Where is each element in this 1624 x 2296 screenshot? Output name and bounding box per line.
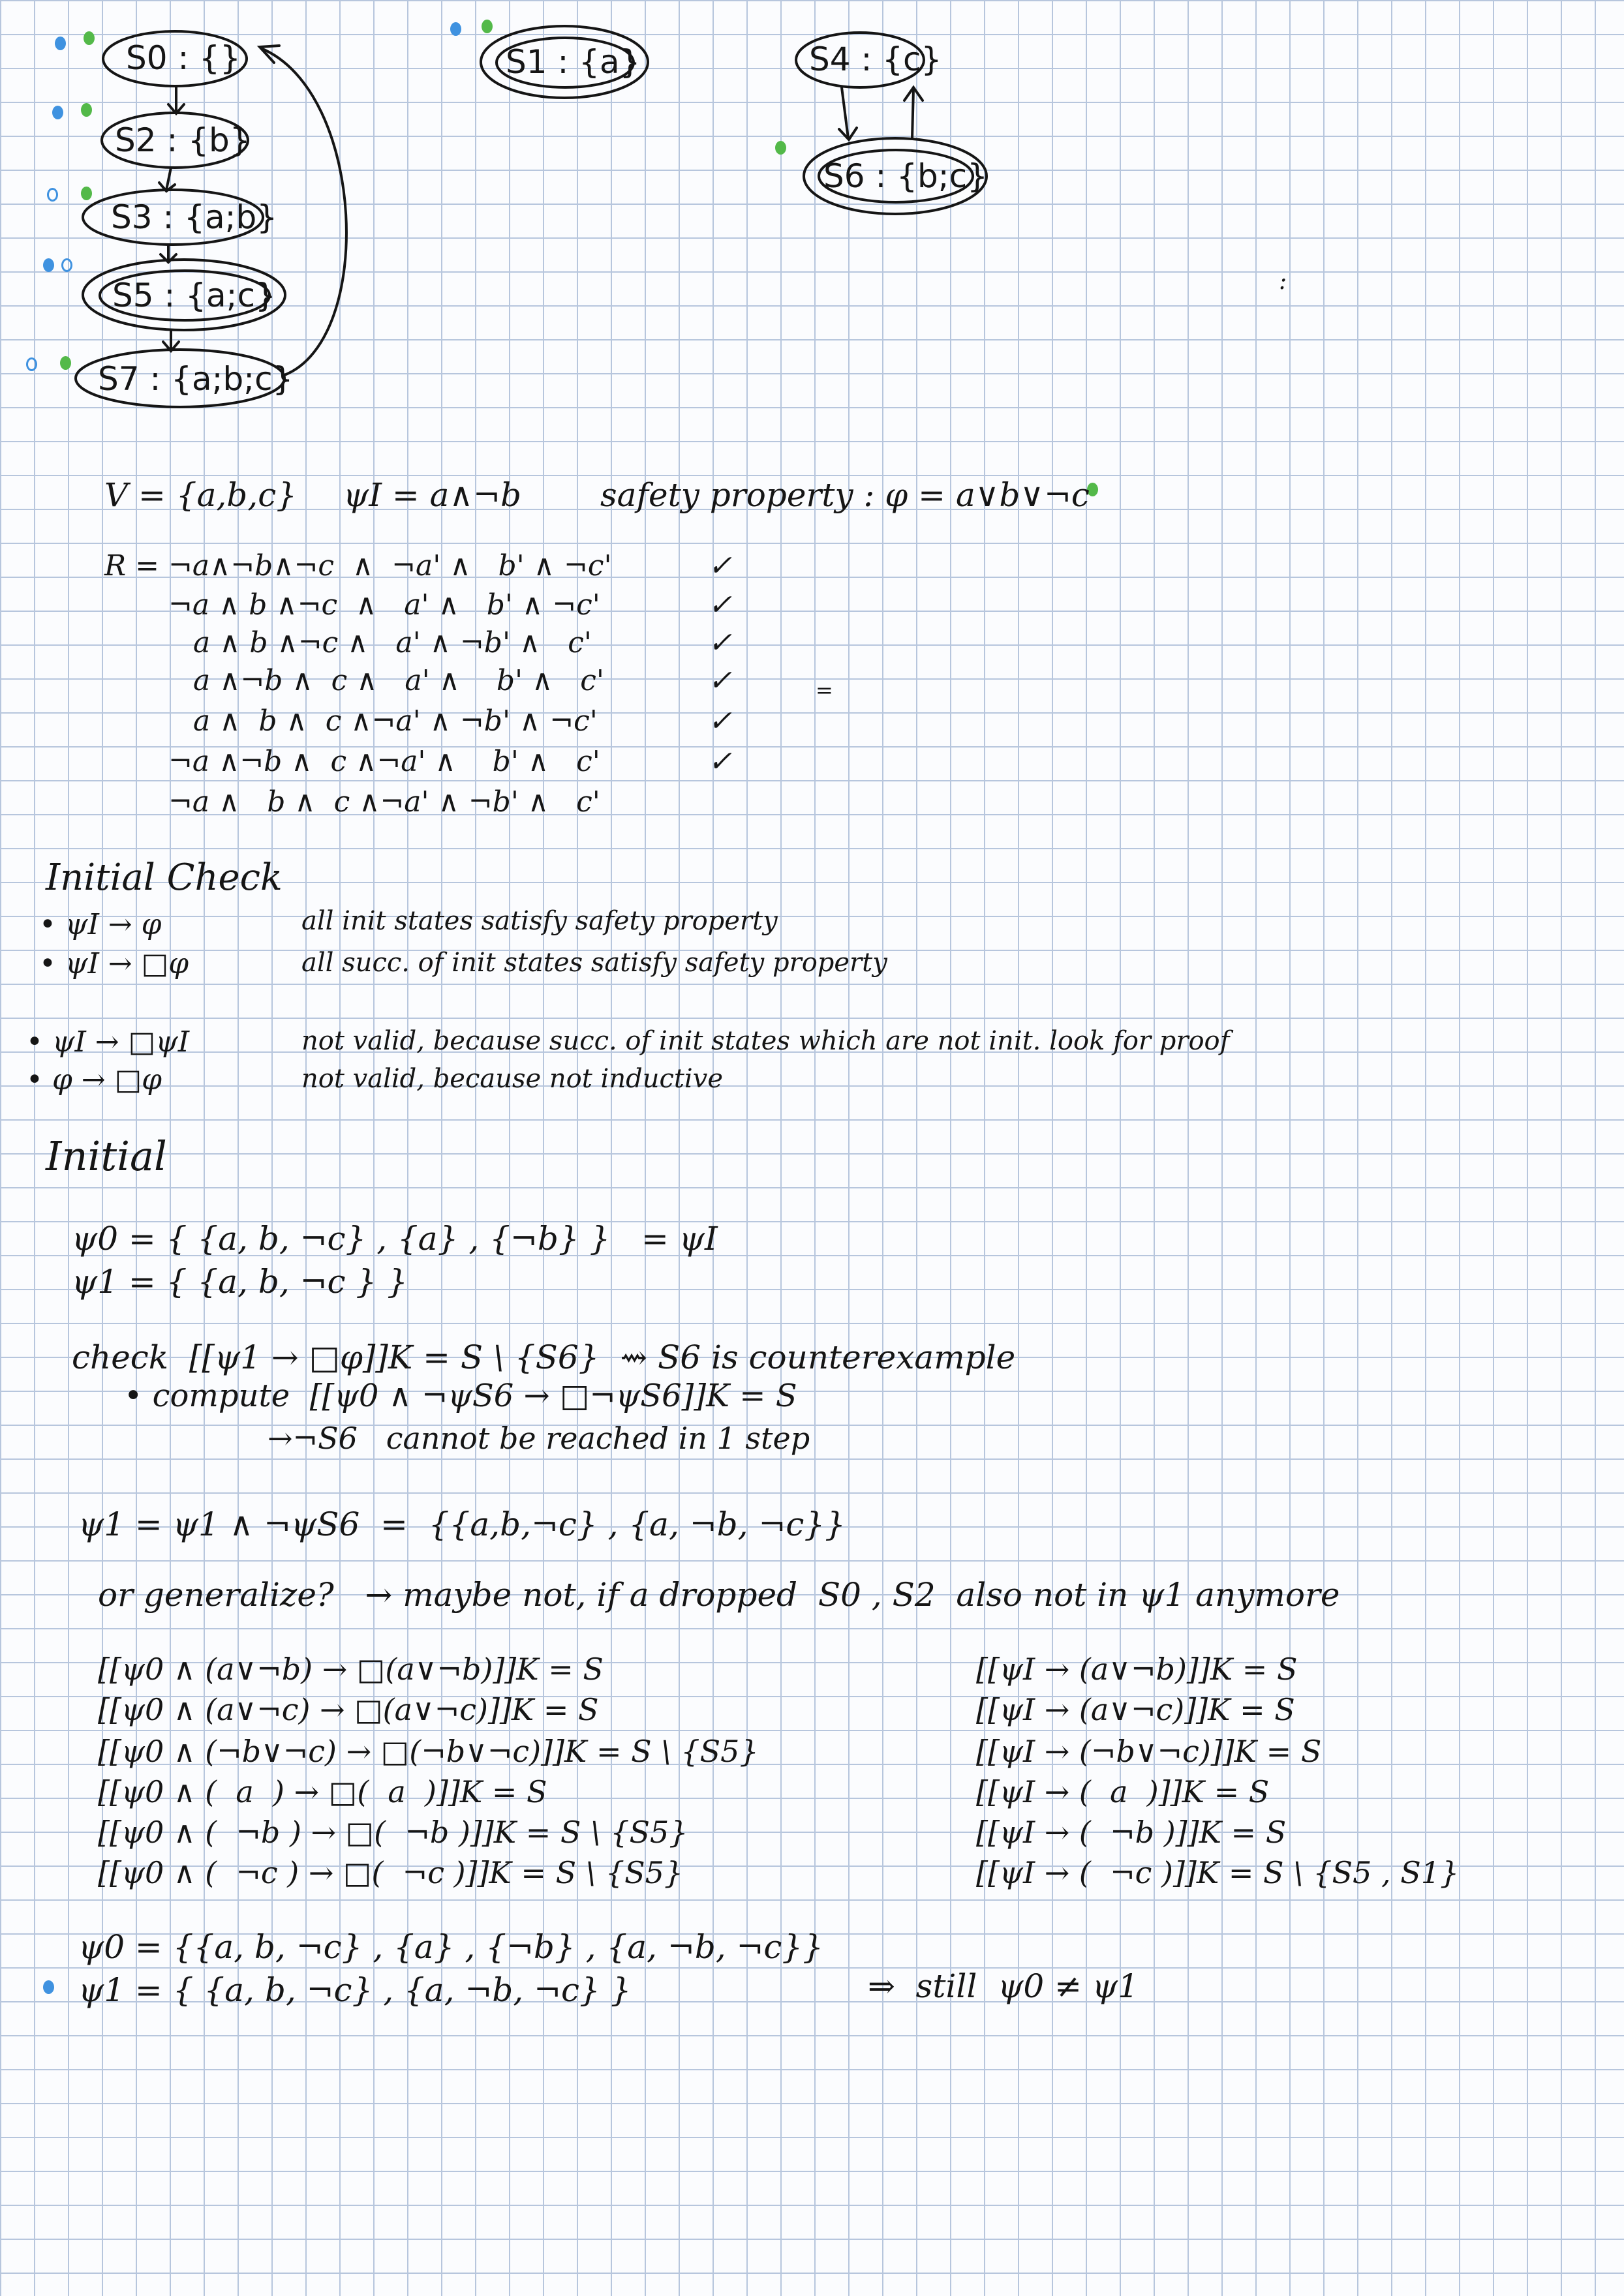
section-heading-initial: Initial bbox=[46, 1132, 167, 1180]
check-note: all succ. of init states satisfy safety property bbox=[301, 948, 887, 978]
check-mark: ✓ bbox=[708, 588, 732, 622]
marker-blue-dot bbox=[26, 357, 37, 371]
marker-blue-dot bbox=[55, 37, 66, 50]
state-label-s0: S0 : {} bbox=[126, 39, 241, 77]
transition-row: a ∧ b ∧¬c ∧ a' ∧ ¬b' ∧ c' bbox=[193, 626, 592, 659]
transition-row: ¬a ∧ b ∧ c ∧¬a' ∧ ¬b' ∧ c' bbox=[168, 785, 600, 819]
compute-step: • compute [[ψ0 ∧ ¬ψS6 → □¬ψS6]]K = S bbox=[124, 1378, 797, 1414]
init-implication-row: [[ψI → (a∨¬b)]]K = S bbox=[976, 1652, 1298, 1687]
psi1-update: ψ1 = ψ1 ∧ ¬ψS6 = {{a,b,¬c} , {a, ¬b, ¬c}} bbox=[78, 1505, 846, 1543]
generalize-question: or generalize? → maybe not, if a dropped S0 , S2 also not in ψ1 anymore bbox=[98, 1576, 1340, 1614]
state-label-s1: S1 : {a} bbox=[506, 43, 641, 81]
psi0-initial: ψ0 = { {a, b, ¬c} , {a} , {¬b} } = ψI bbox=[72, 1220, 718, 1258]
marker-blue-dot bbox=[61, 258, 72, 272]
check-formula: • φ → □φ bbox=[26, 1063, 162, 1096]
edge-s4-s6 bbox=[842, 87, 848, 138]
marker-blue-dot bbox=[43, 1980, 54, 1994]
check-mark: ✓ bbox=[708, 704, 732, 738]
counterexample-check: check [[ψ1 → □φ]]K = S \ {S6} ⇝ S6 is counterexample bbox=[72, 1338, 1016, 1376]
section-heading-initial-check: Initial Check bbox=[46, 856, 283, 899]
transition-row: ¬a ∧¬b ∧ c ∧¬a' ∧ b' ∧ c' bbox=[168, 745, 600, 778]
check-mark: ✓ bbox=[708, 626, 732, 659]
state-label-s5: S5 : {a;c} bbox=[112, 277, 276, 314]
check-note: not valid, because succ. of init states which are not init. look for proof bbox=[301, 1026, 1230, 1056]
init-implication-row: [[ψI → ( ¬b )]]K = S bbox=[976, 1815, 1287, 1850]
marker-blue-dot bbox=[47, 188, 58, 202]
state-label-s7: S7 : {a;b;c} bbox=[98, 360, 294, 398]
marker-green-dot bbox=[482, 20, 493, 33]
generalization-row: [[ψ0 ∧ ( ¬c ) → □( ¬c )]]K = S \ {S5} bbox=[98, 1855, 684, 1890]
state-label-s3: S3 : {a;b} bbox=[111, 198, 278, 236]
generalization-row: [[ψ0 ∧ (a∨¬b) → □(a∨¬b)]]K = S bbox=[98, 1652, 604, 1687]
transition-row: a ∧¬b ∧ c ∧ a' ∧ b' ∧ c' bbox=[193, 664, 605, 697]
conclusion: ⇒ still ψ0 ≠ ψ1 bbox=[868, 1967, 1139, 2005]
state-label-s6: S6 : {b;c} bbox=[823, 157, 988, 195]
state-label-s4: S4 : {c} bbox=[809, 40, 942, 78]
init-condition: ψI = a∧¬b bbox=[343, 476, 521, 514]
stray-mark: = bbox=[816, 678, 833, 702]
generalization-row: [[ψ0 ∧ (¬b∨¬c) → □(¬b∨¬c)]]K = S \ {S5} bbox=[98, 1734, 759, 1769]
transition-row: a ∧ b ∧ c ∧¬a' ∧ ¬b' ∧ ¬c' bbox=[193, 704, 598, 738]
check-note: not valid, because not inductive bbox=[301, 1064, 723, 1094]
marker-green-dot bbox=[81, 187, 92, 200]
check-mark: ✓ bbox=[708, 549, 732, 582]
marker-blue-dot bbox=[43, 258, 54, 272]
check-formula: • ψI → □φ bbox=[39, 947, 189, 980]
check-note: all init states satisfy safety property bbox=[301, 906, 778, 936]
check-mark: ✓ bbox=[708, 664, 732, 697]
generalization-row: [[ψ0 ∧ ( a ) → □( a )]]K = S bbox=[98, 1774, 547, 1809]
psi1-initial: ψ1 = { {a, b, ¬c } } bbox=[72, 1263, 408, 1301]
generalization-row: [[ψ0 ∧ ( ¬b ) → □( ¬b )]]K = S \ {S5} bbox=[98, 1815, 688, 1850]
state-label-s2: S2 : {b} bbox=[115, 121, 251, 159]
init-implication-row: [[ψI → (¬b∨¬c)]]K = S bbox=[976, 1734, 1322, 1769]
check-formula: • ψI → φ bbox=[39, 908, 162, 941]
check-formula: • ψI → □ψI bbox=[26, 1025, 190, 1059]
psi1-final: ψ1 = { {a, b, ¬c} , {a, ¬b, ¬c} } bbox=[78, 1971, 632, 2009]
init-implication-row: [[ψI → ( a )]]K = S bbox=[976, 1774, 1270, 1809]
vars-definition: V = {a,b,c} bbox=[104, 476, 298, 514]
marker-green-dot bbox=[84, 31, 95, 45]
init-implication-row: [[ψI → ( ¬c )]]K = S \ {S5 , S1} bbox=[976, 1855, 1460, 1890]
stray-mark: : bbox=[1279, 268, 1287, 295]
marker-green-dot bbox=[81, 103, 92, 117]
not-reached-note: →¬S6 cannot be reached in 1 step bbox=[268, 1421, 810, 1456]
transition-row: R = ¬a∧¬b∧¬c ∧ ¬a' ∧ b' ∧ ¬c' bbox=[104, 549, 612, 582]
transition-row: ¬a ∧ b ∧¬c ∧ a' ∧ b' ∧ ¬c' bbox=[168, 588, 600, 622]
psi0-final: ψ0 = {{a, b, ¬c} , {a} , {¬b} , {a, ¬b, ¬c}} bbox=[78, 1928, 824, 1966]
marker-blue-dot bbox=[450, 22, 461, 36]
check-mark: ✓ bbox=[708, 745, 732, 778]
init-implication-row: [[ψI → (a∨¬c)]]K = S bbox=[976, 1692, 1295, 1727]
marker-green-dot bbox=[775, 141, 786, 155]
marker-blue-dot bbox=[52, 106, 63, 119]
marker-green-dot bbox=[60, 356, 71, 370]
safety-property: safety property : φ = a∨b∨¬c bbox=[600, 476, 1090, 514]
edge-s6-s4 bbox=[912, 89, 913, 138]
generalization-row: [[ψ0 ∧ (a∨¬c) → □(a∨¬c)]]K = S bbox=[98, 1692, 599, 1727]
